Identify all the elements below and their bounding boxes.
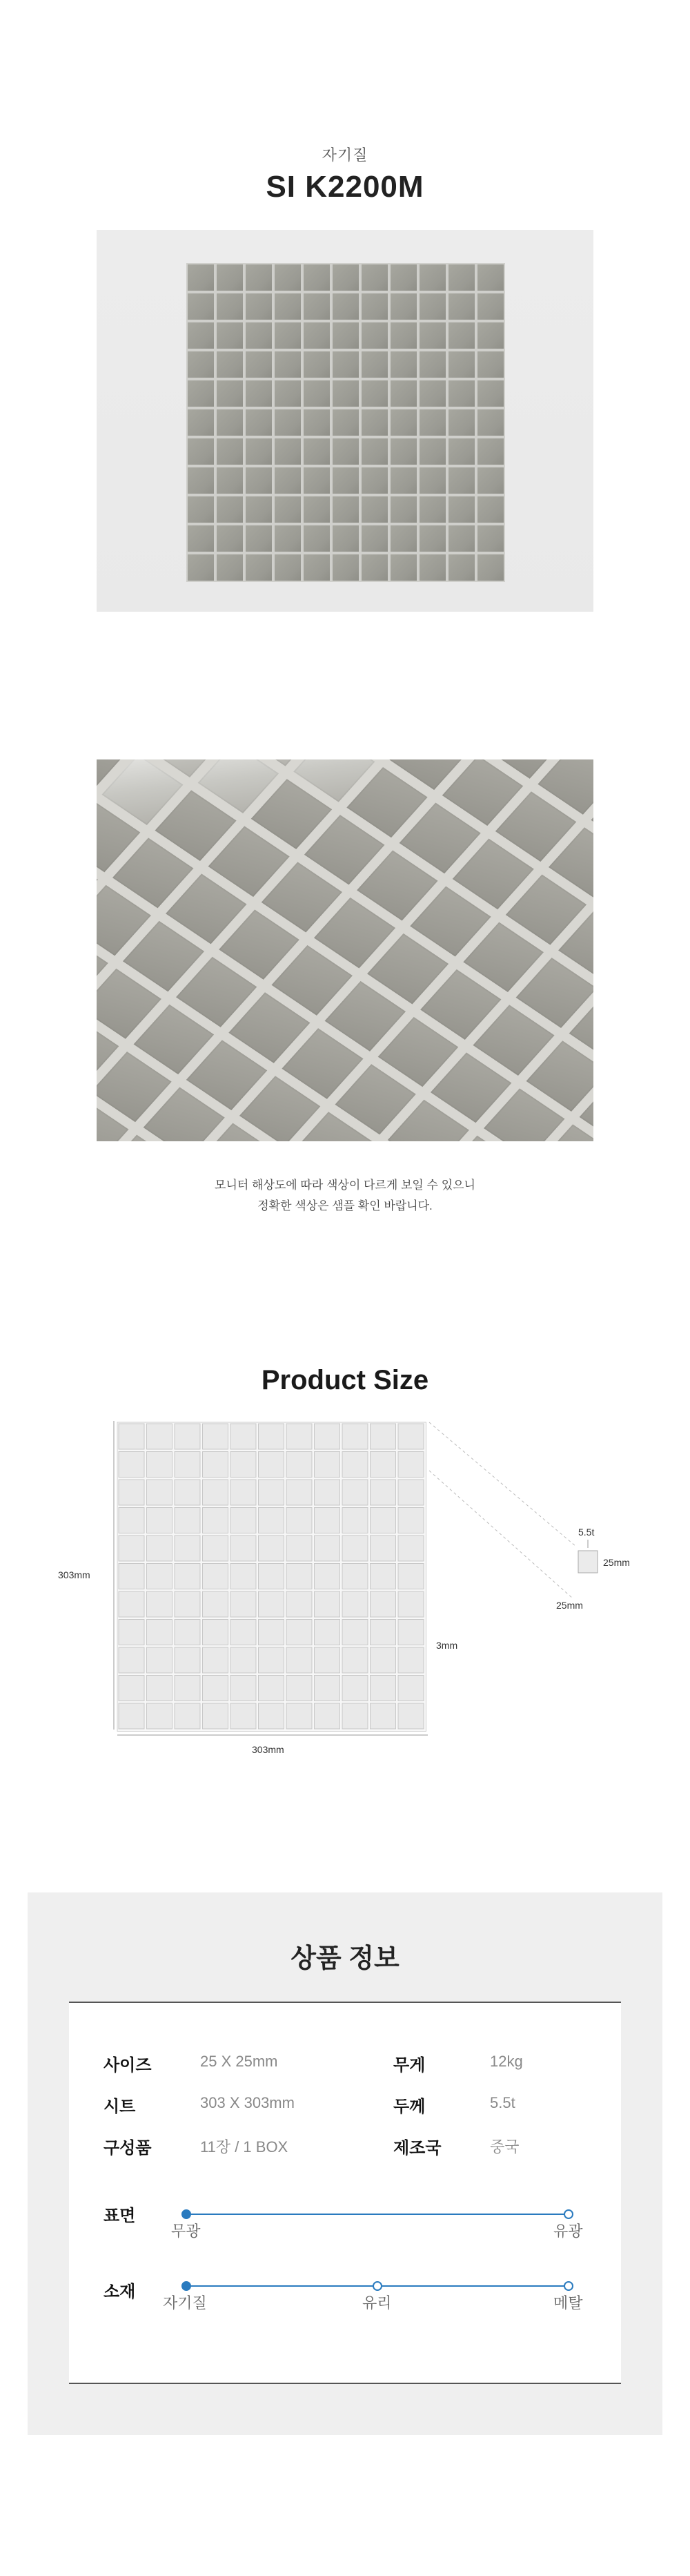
size-diagram-tile bbox=[342, 1676, 368, 1701]
size-diagram-tile bbox=[286, 1703, 312, 1729]
size-diagram-tile bbox=[398, 1620, 424, 1645]
tile bbox=[217, 293, 243, 320]
size-diagram-tile bbox=[315, 1480, 340, 1505]
tile bbox=[448, 293, 475, 320]
size-diagram-tile bbox=[398, 1647, 424, 1673]
tile bbox=[448, 496, 475, 523]
tile bbox=[477, 525, 504, 552]
size-diagram-tile bbox=[259, 1452, 284, 1478]
size-diagram-tile bbox=[175, 1591, 200, 1617]
tile bbox=[362, 525, 388, 552]
product-photo-closeup bbox=[97, 759, 593, 1141]
size-diagram-tile bbox=[371, 1536, 396, 1561]
size-diagram-tile bbox=[119, 1508, 144, 1533]
material-option-porcelain-dot bbox=[182, 2282, 190, 2290]
zoom-guide-bottom bbox=[429, 1471, 573, 1598]
size-diagram-tile bbox=[398, 1452, 424, 1478]
tile bbox=[246, 438, 272, 465]
size-diagram-tile bbox=[398, 1424, 424, 1449]
tile bbox=[420, 264, 446, 291]
tile bbox=[362, 496, 388, 523]
tile bbox=[217, 409, 243, 436]
tile bbox=[275, 351, 301, 378]
size-diagram-tile bbox=[119, 1452, 144, 1478]
size-diagram-tile bbox=[286, 1564, 312, 1589]
tile bbox=[391, 322, 417, 349]
tile bbox=[217, 554, 243, 581]
size-diagram-tile bbox=[286, 1508, 312, 1533]
tile bbox=[477, 496, 504, 523]
tile bbox=[217, 467, 243, 494]
tile bbox=[275, 409, 301, 436]
size-diagram-tile bbox=[230, 1536, 256, 1561]
size-diagram-tile bbox=[203, 1647, 228, 1673]
tile bbox=[246, 467, 272, 494]
surface-scale bbox=[172, 2203, 586, 2245]
tile bbox=[246, 525, 272, 552]
tile bbox=[420, 293, 446, 320]
product-info-title: 상품 정보 bbox=[290, 1944, 400, 1973]
size-diagram-tile bbox=[371, 1591, 396, 1617]
color-notice-line-2: 정확한 색상은 샘플 확인 바랍니다. bbox=[257, 1199, 433, 1212]
sheet-height-label: 303mm bbox=[58, 1569, 90, 1580]
size-diagram-tile bbox=[342, 1480, 368, 1505]
size-diagram-tile bbox=[119, 1647, 144, 1673]
spec-value-thickness: 5.5t bbox=[490, 2094, 515, 2111]
tile bbox=[275, 322, 301, 349]
size-diagram-tile bbox=[398, 1703, 424, 1729]
size-diagram-tile bbox=[259, 1480, 284, 1505]
size-diagram-tile bbox=[203, 1424, 228, 1449]
tile bbox=[477, 264, 504, 291]
product-title: SI K2200M bbox=[266, 170, 424, 204]
size-diagram bbox=[0, 1415, 690, 1774]
color-notice bbox=[0, 1175, 690, 1217]
tile bbox=[391, 380, 417, 407]
tile bbox=[304, 293, 330, 320]
spec-value-size: 25 X 25mm bbox=[200, 2053, 278, 2070]
tile bbox=[333, 438, 359, 465]
size-diagram-tile bbox=[119, 1536, 144, 1561]
tile bbox=[188, 351, 214, 378]
spec-value-weight: 12kg bbox=[490, 2053, 523, 2070]
product-info-box bbox=[69, 2002, 621, 2384]
size-diagram-tile bbox=[230, 1703, 256, 1729]
tile bbox=[217, 380, 243, 407]
tile bbox=[275, 438, 301, 465]
tile bbox=[217, 496, 243, 523]
spec-value-origin: 중국 bbox=[490, 2138, 520, 2156]
tile bbox=[304, 496, 330, 523]
size-diagram-tile bbox=[259, 1424, 284, 1449]
size-diagram-tile bbox=[230, 1564, 256, 1589]
tile bbox=[448, 380, 475, 407]
size-diagram-tile bbox=[371, 1620, 396, 1645]
size-diagram-tile bbox=[398, 1591, 424, 1617]
size-diagram-tile bbox=[175, 1564, 200, 1589]
tile bbox=[304, 380, 330, 407]
tile bbox=[246, 496, 272, 523]
tile bbox=[217, 438, 243, 465]
tile bbox=[477, 438, 504, 465]
tile bbox=[362, 293, 388, 320]
size-diagram-tile bbox=[203, 1591, 228, 1617]
zoom-guide-top bbox=[429, 1422, 576, 1547]
tile bbox=[304, 264, 330, 291]
material-option-metal: 메탈 bbox=[553, 2294, 583, 2312]
size-diagram-tile bbox=[119, 1591, 144, 1617]
material-scale-label: 소재 bbox=[103, 2283, 136, 2301]
tile bbox=[304, 438, 330, 465]
size-diagram-tile bbox=[315, 1564, 340, 1589]
size-diagram-tile bbox=[147, 1647, 172, 1673]
tile bbox=[477, 554, 504, 581]
size-diagram-tile bbox=[398, 1536, 424, 1561]
tile bbox=[420, 438, 446, 465]
tile bbox=[188, 322, 214, 349]
size-diagram-tile bbox=[119, 1424, 144, 1449]
tile bbox=[188, 293, 214, 320]
size-diagram-tile bbox=[203, 1480, 228, 1505]
tile bbox=[333, 554, 359, 581]
size-diagram-tile bbox=[342, 1508, 368, 1533]
size-diagram-tile bbox=[371, 1424, 396, 1449]
tile bbox=[246, 322, 272, 349]
size-diagram-tile bbox=[259, 1620, 284, 1645]
size-diagram-tile bbox=[203, 1703, 228, 1729]
size-diagram-tile bbox=[175, 1424, 200, 1449]
tile bbox=[304, 525, 330, 552]
tile bbox=[275, 525, 301, 552]
tile bbox=[362, 380, 388, 407]
tile bbox=[362, 322, 388, 349]
size-diagram-tile bbox=[398, 1676, 424, 1701]
size-diagram-tile bbox=[259, 1591, 284, 1617]
tile bbox=[188, 438, 214, 465]
tile bbox=[333, 496, 359, 523]
size-diagram-tile bbox=[230, 1620, 256, 1645]
tile bbox=[246, 554, 272, 581]
size-diagram-tile bbox=[286, 1452, 312, 1478]
tile bbox=[448, 554, 475, 581]
tile-height-label: 25mm bbox=[603, 1557, 630, 1568]
sheet-width-label: 303mm bbox=[252, 1744, 284, 1755]
tile bbox=[448, 467, 475, 494]
size-diagram-tile bbox=[259, 1564, 284, 1589]
size-diagram-tile bbox=[286, 1424, 312, 1449]
size-diagram-tile bbox=[230, 1647, 256, 1673]
size-diagram-tile bbox=[286, 1591, 312, 1617]
size-diagram-tile bbox=[342, 1564, 368, 1589]
surface-option-matte-dot bbox=[182, 2210, 190, 2218]
tile bbox=[477, 409, 504, 436]
surface-option-matte: 무광 bbox=[171, 2222, 201, 2240]
tile bbox=[391, 525, 417, 552]
tile bbox=[448, 438, 475, 465]
size-diagram-tile bbox=[147, 1536, 172, 1561]
size-diagram-tile bbox=[119, 1703, 144, 1729]
tile bbox=[217, 264, 243, 291]
size-diagram-tile bbox=[342, 1703, 368, 1729]
size-diagram-tile bbox=[259, 1703, 284, 1729]
size-diagram-tile bbox=[175, 1703, 200, 1729]
tile bbox=[448, 525, 475, 552]
size-diagram-tile bbox=[371, 1508, 396, 1533]
tile bbox=[246, 409, 272, 436]
size-diagram-tile bbox=[119, 1676, 144, 1701]
tile bbox=[448, 264, 475, 291]
tile bbox=[420, 380, 446, 407]
spec-label-weight: 무게 bbox=[393, 2056, 426, 2075]
tile bbox=[420, 467, 446, 494]
size-diagram-tile bbox=[147, 1452, 172, 1478]
size-diagram-tile bbox=[315, 1452, 340, 1478]
size-diagram-tile bbox=[342, 1424, 368, 1449]
tile bbox=[477, 322, 504, 349]
tile bbox=[275, 380, 301, 407]
tile bbox=[477, 293, 504, 320]
tile bbox=[188, 525, 214, 552]
tile bbox=[246, 380, 272, 407]
size-diagram-tile bbox=[203, 1536, 228, 1561]
size-diagram-tile bbox=[259, 1508, 284, 1533]
size-diagram-tile bbox=[203, 1452, 228, 1478]
tile bbox=[333, 264, 359, 291]
size-diagram-tile bbox=[371, 1703, 396, 1729]
tile bbox=[333, 351, 359, 378]
spec-label-size: 사이즈 bbox=[103, 2056, 152, 2075]
size-diagram-tile bbox=[315, 1620, 340, 1645]
size-diagram-tile bbox=[286, 1536, 312, 1561]
tile bbox=[448, 351, 475, 378]
product-category: 자기질 bbox=[322, 146, 368, 164]
tile bbox=[188, 496, 214, 523]
size-diagram-tile bbox=[119, 1564, 144, 1589]
size-diagram-tile bbox=[119, 1480, 144, 1505]
size-diagram-tile bbox=[342, 1591, 368, 1617]
size-diagram-tile bbox=[342, 1620, 368, 1645]
tile bbox=[188, 467, 214, 494]
size-diagram-tile bbox=[259, 1536, 284, 1561]
tile bbox=[420, 554, 446, 581]
tile bbox=[333, 293, 359, 320]
tile bbox=[477, 351, 504, 378]
size-diagram-tile bbox=[147, 1424, 172, 1449]
tile bbox=[448, 409, 475, 436]
spec-label-contents: 구성품 bbox=[103, 2139, 152, 2158]
product-photo-sheet bbox=[97, 230, 593, 612]
size-diagram-tile bbox=[398, 1480, 424, 1505]
size-diagram-sheet bbox=[117, 1422, 426, 1732]
size-diagram-tile bbox=[175, 1647, 200, 1673]
tile bbox=[420, 496, 446, 523]
tile bbox=[333, 322, 359, 349]
tile bbox=[362, 438, 388, 465]
spec-label-origin: 제조국 bbox=[393, 2139, 442, 2158]
size-diagram-tile bbox=[147, 1703, 172, 1729]
tile bbox=[391, 351, 417, 378]
tile bbox=[391, 438, 417, 465]
size-diagram-tile bbox=[371, 1564, 396, 1589]
tile bbox=[217, 322, 243, 349]
size-diagram-tile bbox=[230, 1508, 256, 1533]
size-diagram-tile bbox=[342, 1452, 368, 1478]
material-option-metal-dot bbox=[564, 2282, 573, 2290]
tile bbox=[304, 467, 330, 494]
size-diagram-tile bbox=[175, 1508, 200, 1533]
spec-value-contents: 11장 / 1 BOX bbox=[200, 2138, 288, 2156]
size-diagram-tile bbox=[175, 1620, 200, 1645]
tile bbox=[275, 264, 301, 291]
tile bbox=[188, 554, 214, 581]
tile bbox=[246, 293, 272, 320]
tile bbox=[304, 409, 330, 436]
tile bbox=[333, 409, 359, 436]
tile-closeup-image bbox=[97, 759, 593, 1141]
size-diagram-tile bbox=[371, 1647, 396, 1673]
size-diagram-tile bbox=[175, 1480, 200, 1505]
tile bbox=[391, 409, 417, 436]
size-diagram-tile bbox=[119, 1620, 144, 1645]
tile bbox=[391, 467, 417, 494]
size-diagram-tile bbox=[371, 1452, 396, 1478]
size-diagram-tile bbox=[286, 1620, 312, 1645]
tile bbox=[188, 380, 214, 407]
product-info-panel bbox=[28, 1892, 662, 2435]
size-diagram-tile bbox=[147, 1676, 172, 1701]
spec-label-sheet: 시트 bbox=[103, 2098, 136, 2116]
tile bbox=[362, 264, 388, 291]
surface-option-gloss: 유광 bbox=[553, 2222, 583, 2240]
tile bbox=[391, 554, 417, 581]
tile bbox=[304, 351, 330, 378]
tile bbox=[333, 525, 359, 552]
spec-value-sheet: 303 X 303mm bbox=[200, 2094, 295, 2111]
size-diagram-tile bbox=[342, 1647, 368, 1673]
size-diagram-tile bbox=[315, 1703, 340, 1729]
tile bbox=[275, 554, 301, 581]
tile bbox=[275, 467, 301, 494]
tile bbox=[246, 351, 272, 378]
size-diagram-tile bbox=[230, 1452, 256, 1478]
size-diagram-tile bbox=[147, 1480, 172, 1505]
tile bbox=[304, 322, 330, 349]
tile bbox=[362, 554, 388, 581]
size-diagram-tile bbox=[371, 1676, 396, 1701]
size-diagram-tile bbox=[147, 1620, 172, 1645]
spec-label-thickness: 두께 bbox=[393, 2098, 426, 2116]
surface-scale-label: 표면 bbox=[103, 2207, 136, 2225]
tile bbox=[391, 496, 417, 523]
size-diagram-tile bbox=[203, 1508, 228, 1533]
tile bbox=[391, 293, 417, 320]
size-diagram-tile bbox=[147, 1564, 172, 1589]
material-option-glass-dot bbox=[373, 2282, 382, 2290]
size-diagram-tile bbox=[315, 1508, 340, 1533]
size-diagram-tile bbox=[175, 1676, 200, 1701]
size-diagram-tile bbox=[286, 1676, 312, 1701]
size-diagram-tile bbox=[203, 1676, 228, 1701]
size-diagram-tile bbox=[259, 1647, 284, 1673]
size-diagram-tile bbox=[398, 1508, 424, 1533]
tile-width-label: 25mm bbox=[556, 1600, 583, 1611]
tile bbox=[362, 409, 388, 436]
size-diagram-tile bbox=[230, 1480, 256, 1505]
size-diagram-tile bbox=[371, 1480, 396, 1505]
size-diagram-tile bbox=[230, 1591, 256, 1617]
tile bbox=[362, 467, 388, 494]
tile bbox=[188, 409, 214, 436]
size-diagram-tile bbox=[315, 1647, 340, 1673]
tile-thickness-label: 5.5t bbox=[578, 1527, 595, 1538]
size-diagram-tile bbox=[342, 1536, 368, 1561]
material-option-glass: 유리 bbox=[362, 2294, 392, 2312]
size-diagram-tile bbox=[286, 1480, 312, 1505]
size-diagram-tile bbox=[286, 1647, 312, 1673]
size-diagram-tile bbox=[147, 1591, 172, 1617]
size-diagram-tile bbox=[230, 1424, 256, 1449]
tile bbox=[333, 467, 359, 494]
surface-option-gloss-dot bbox=[564, 2210, 573, 2218]
size-diagram-tile bbox=[315, 1676, 340, 1701]
tile bbox=[217, 525, 243, 552]
size-diagram-tile bbox=[147, 1508, 172, 1533]
size-diagram-tile bbox=[315, 1424, 340, 1449]
color-notice-line-1: 모니터 해상도에 따라 색상이 다르게 보일 수 있으니 bbox=[215, 1179, 475, 1192]
tile bbox=[420, 351, 446, 378]
tile bbox=[217, 351, 243, 378]
size-diagram-tile bbox=[203, 1620, 228, 1645]
size-diagram-tile bbox=[398, 1564, 424, 1589]
tile bbox=[333, 380, 359, 407]
tile bbox=[420, 525, 446, 552]
product-size-title: Product Size bbox=[261, 1365, 429, 1395]
tile bbox=[477, 467, 504, 494]
tile bbox=[304, 554, 330, 581]
tile bbox=[246, 264, 272, 291]
size-diagram-tile bbox=[315, 1591, 340, 1617]
size-diagram-tile bbox=[175, 1452, 200, 1478]
size-diagram-tile bbox=[259, 1676, 284, 1701]
tile bbox=[362, 351, 388, 378]
tile bbox=[275, 496, 301, 523]
tile-sheet-image bbox=[186, 263, 505, 582]
tile bbox=[275, 293, 301, 320]
tile bbox=[420, 409, 446, 436]
gap-label: 3mm bbox=[436, 1640, 458, 1651]
tile bbox=[420, 322, 446, 349]
tile bbox=[477, 380, 504, 407]
tile bbox=[448, 322, 475, 349]
tile bbox=[391, 264, 417, 291]
size-diagram-tile bbox=[203, 1564, 228, 1589]
size-diagram-tile bbox=[175, 1536, 200, 1561]
single-tile-detail bbox=[578, 1551, 598, 1573]
tile bbox=[188, 264, 214, 291]
size-diagram-tile bbox=[315, 1536, 340, 1561]
size-diagram-tile bbox=[230, 1676, 256, 1701]
material-option-porcelain: 자기질 bbox=[163, 2294, 207, 2312]
